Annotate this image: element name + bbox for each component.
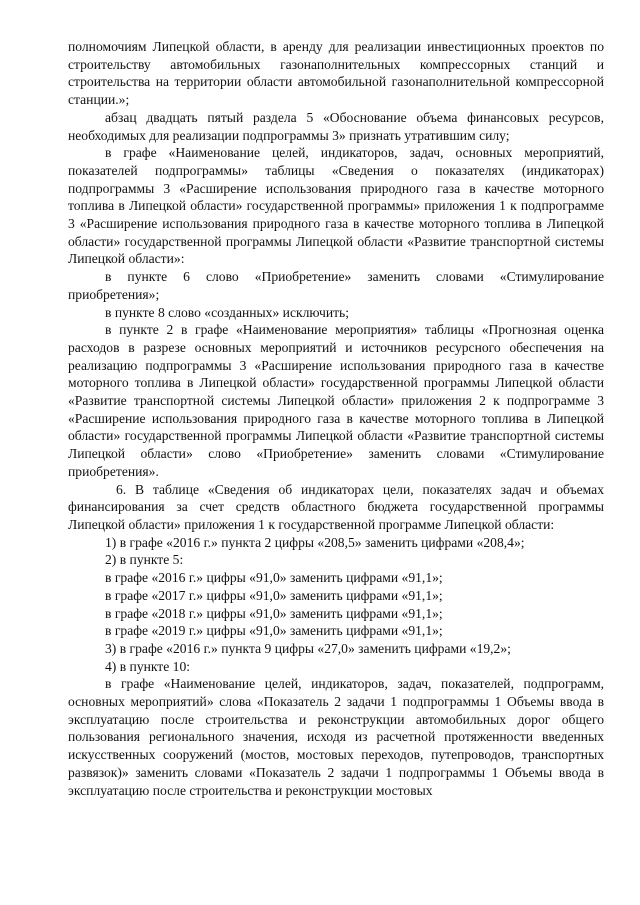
document-page [68, 38, 604, 799]
paragraph-6: в пункте 2 в графе «Наименование мероприятия» таблицы «Прогнозная оценка расходов в разрезе основных мероприятий и источников ресурсного обеспечения на реализацию подпрограммы 3 «Расширение использования природного газа в качестве моторного топлива в Липецкой области» государственной программы Липецкой области «Развитие транспортной системы Липецкой области» приложения 2 к подпрограмме 3 «Расширение использования природного газа в качестве моторного топлива в Липецкой области» государственной программы Липецкой области «Развитие транспортной системы Липецкой области» слово «Приобретение» заменить словами «Стимулирование приобретения». [68, 322, 604, 479]
paragraph-11: в графе «2017 г.» цифры «91,0» заменить цифрами «91,1»; [105, 587, 443, 603]
paragraph-4: в пункте 6 слово «Приобретение» заменить словами «Стимулирование приобретения»; [68, 269, 604, 302]
paragraph-2: абзац двадцать пятый раздела 5 «Обоснование объема финансовых ресурсов, необходимых для реализации подпрограммы 3» признать утратившим силу; [68, 109, 604, 143]
paragraph-8: 1) в графе «2016 г.» пункта 2 цифры «208,5» заменить цифрами «208,4»; [105, 534, 525, 550]
paragraph-9: 2) в пункте 5: [105, 552, 184, 568]
paragraph-5: в пункте 8 слово «созданных» исключить; [105, 304, 350, 320]
paragraph-7: 6. В таблице «Сведения об индикаторах цели, показателях задач и объемах финансирования за счет средств областного бюджета государственной программы Липецкой области» приложения 1 к государственной программе Липецкой области: [68, 481, 604, 532]
paragraph-14: 3) в графе «2016 г.» пункта 9 цифры «27,0» заменить цифрами «19,2»; [105, 640, 511, 656]
paragraph-1: полномочиям Липецкой области, в аренду для реализации инвестиционных проектов по строительству автомобильных газонаполнительных компрессорных станций и строительства на территории области автомобильной газонаполнительной компрессорной станции.»; [68, 39, 604, 108]
paragraph-10: в графе «2016 г.» цифры «91,0» заменить цифрами «91,1»; [105, 570, 443, 586]
paragraph-15: 4) в пункте 10: [105, 658, 191, 674]
paragraph-13: в графе «2019 г.» цифры «91,0» заменить цифрами «91,1»; [105, 623, 443, 639]
paragraph-16: в графе «Наименование целей, индикаторов, задач, показателей, подпрограмм, основных мероприятий» слова «Показатель 2 задачи 1 подпрограммы 1 Объемы ввода в эксплуатацию после строительства и реконструкции автомобильных дорог общего пользования регионального значения, исходя из расчетной протяженности введенных искусственных сооружений (мостов, мостовых переходов, путепроводов, транспортных развязок)» заменить словами «Показатель 2 задачи 1 подпрограммы 1 Объемы ввода в эксплуатацию после строительства и реконструкции мостовых [68, 676, 604, 798]
paragraph-3: в графе «Наименование целей, индикаторов, задач, основных мероприятий, показателей подпрограммы» таблицы «Сведения о показателях (индикаторах) подпрограммы 3 «Расширение использования природного газа в качестве моторного топлива в Липецкой области» государственной программы» приложения 1 к подпрограмме 3 «Расширение использования природного газа в качестве моторного топлива в Липецкой области» государственной программы Липецкой области «Развитие транспортной системы Липецкой области»: [68, 145, 604, 267]
paragraph-12: в графе «2018 г.» цифры «91,0» заменить цифрами «91,1»; [105, 605, 443, 621]
